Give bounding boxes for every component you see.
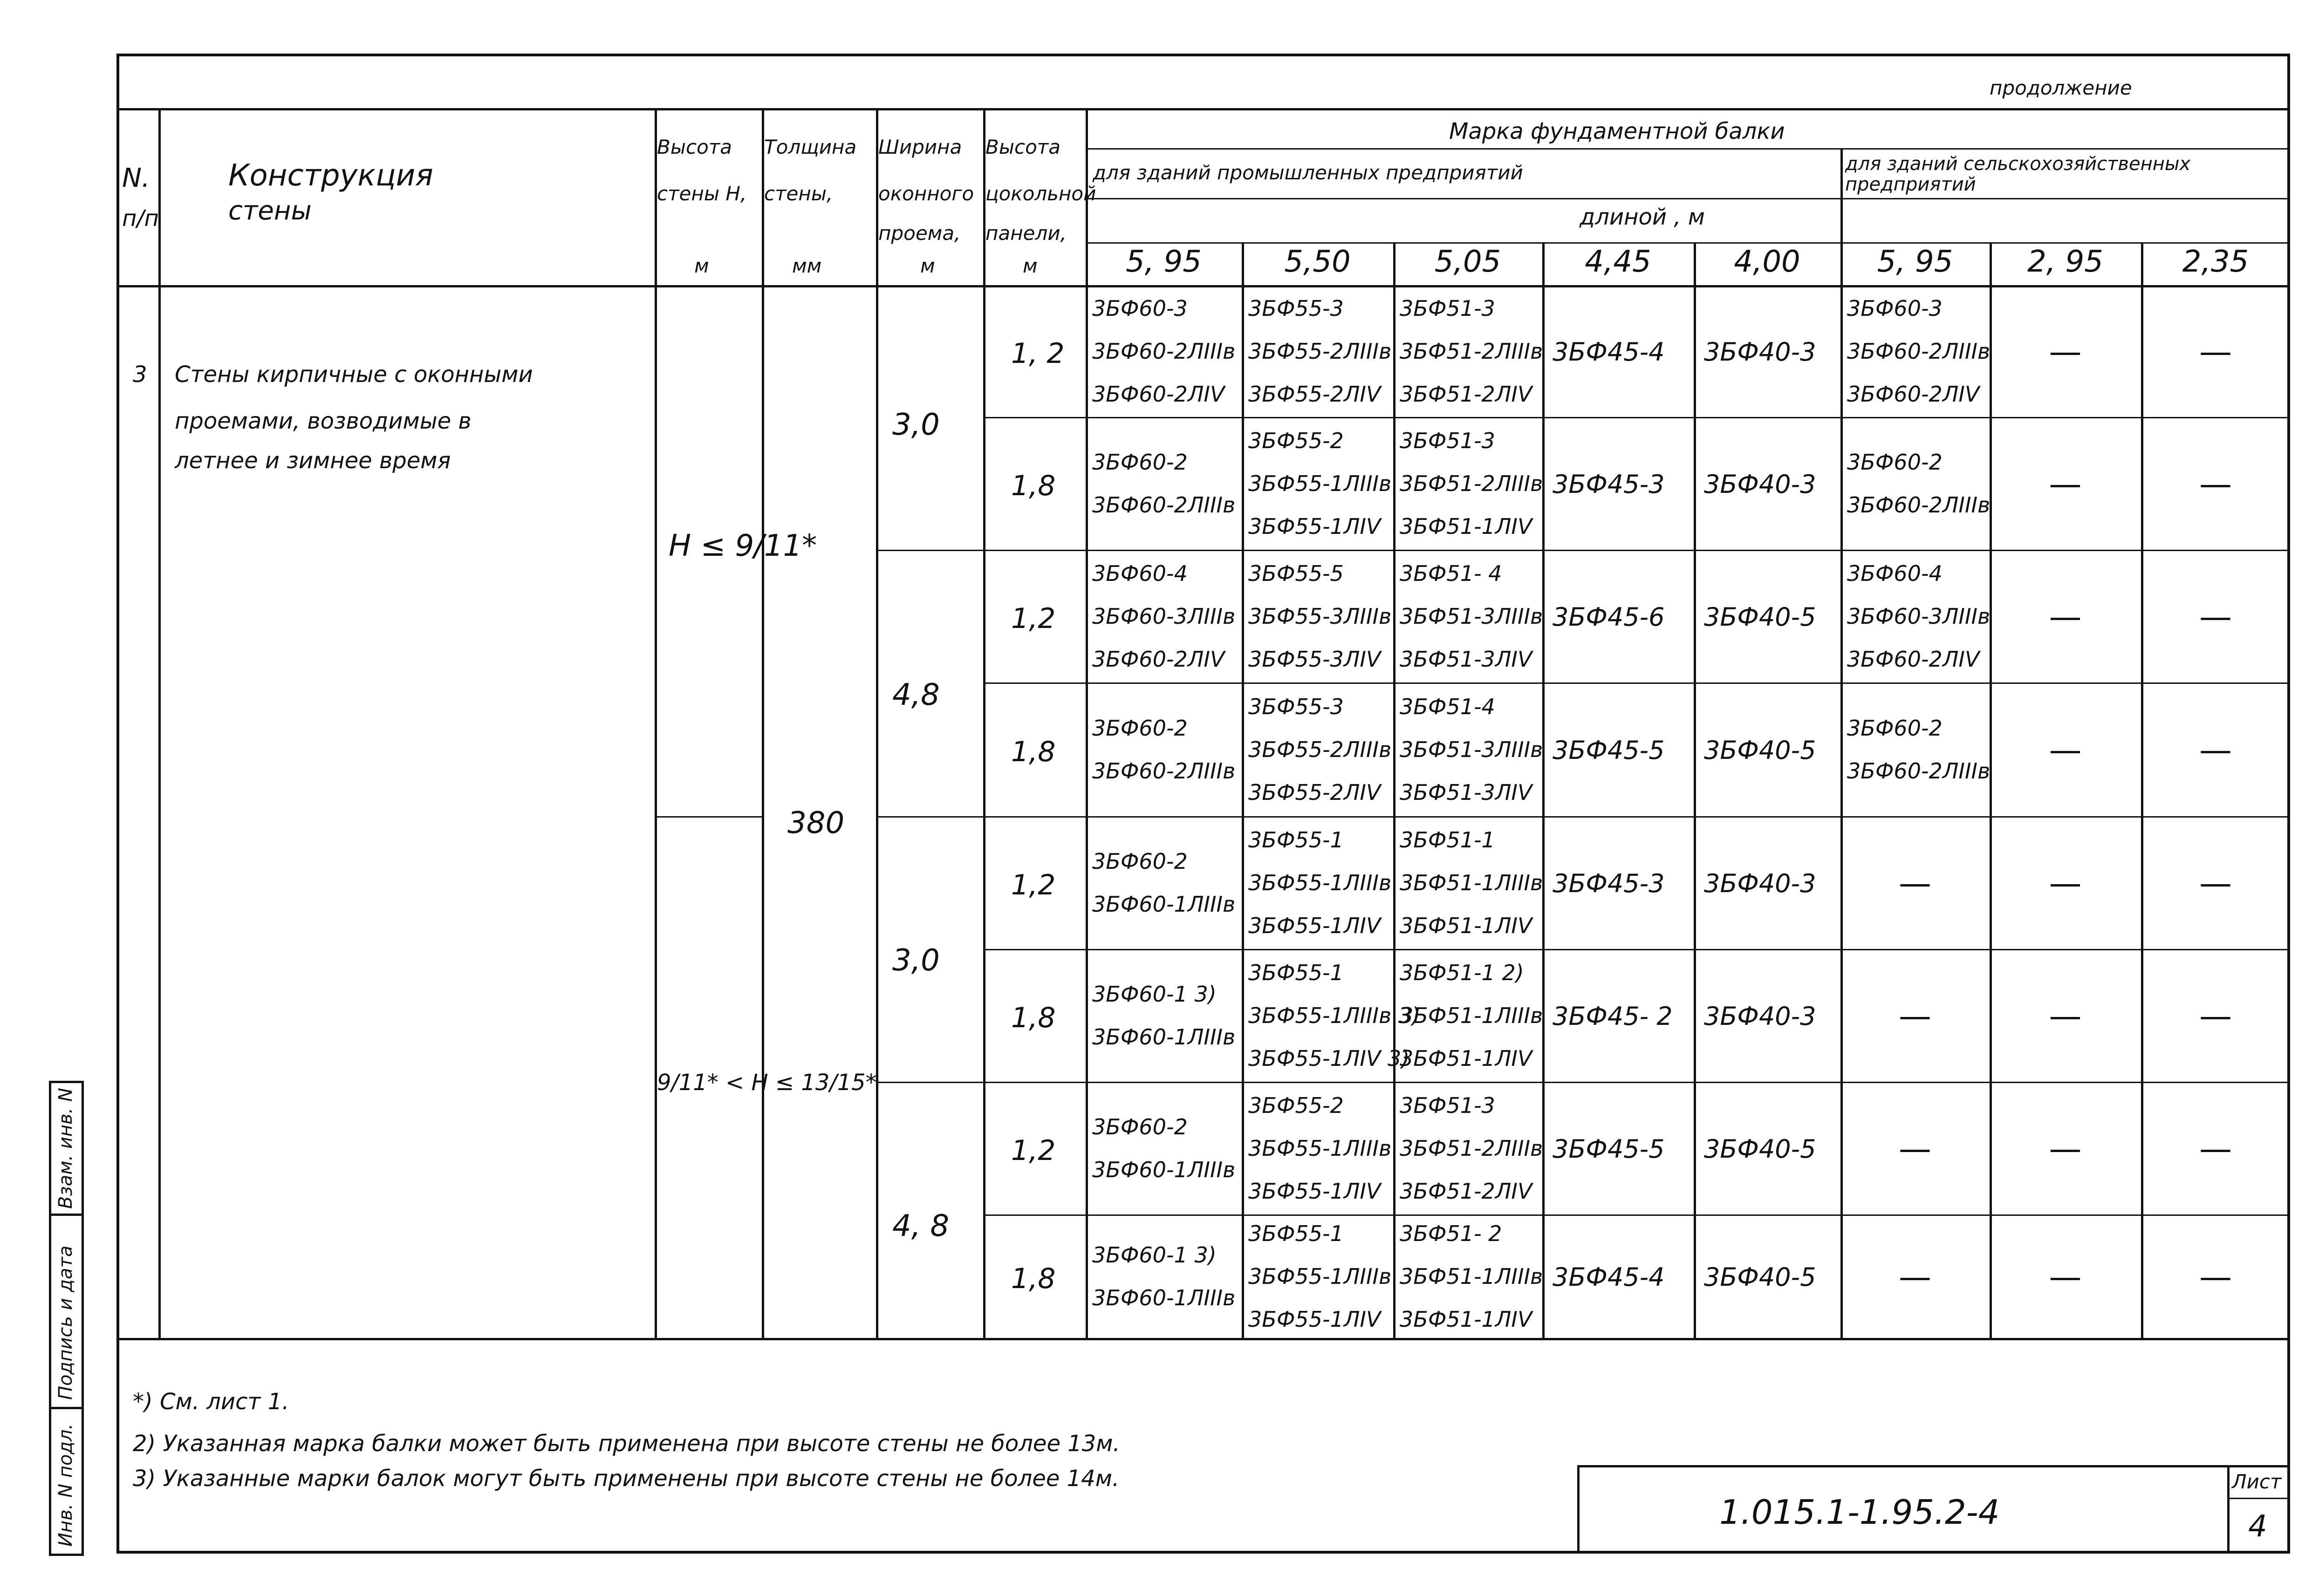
mark-line: 3БФ55-1ЛIV	[1248, 1178, 1381, 1204]
mark-line: 3БФ60-2ЛIV	[1847, 646, 1980, 672]
mark-line: 3БФ60-3	[1847, 295, 1943, 321]
mark-line: 3БФ51-1ЛIIIв	[1400, 1263, 1543, 1289]
mark-single-c445: 3БФ45-5	[1553, 1134, 1665, 1164]
empty-dash: —	[2199, 864, 2232, 902]
empty-dash: —	[2049, 597, 2082, 636]
length-295: 2, 95	[2027, 245, 2103, 279]
mark-line: 3БФ60-1 3)	[1092, 981, 1217, 1007]
mark-cell-c595	[1086, 287, 1242, 416]
industrial-title: для зданий промышленных предприятий	[1093, 161, 1523, 184]
col-sep-12	[1990, 242, 1992, 1338]
mark-line: 3БФ55-2ЛIV	[1248, 779, 1381, 805]
mark-line: 3БФ55-1	[1248, 960, 1344, 985]
mark-line: 3БФ51-3ЛIIIв	[1400, 737, 1543, 762]
mark-line: 3БФ55-3	[1248, 694, 1344, 719]
header-thickness-2: стены,	[764, 182, 833, 205]
empty-dash: —	[2199, 332, 2232, 371]
mark-cell-c550	[1242, 552, 1393, 681]
document-code: 1.015.1-1.95.2-4	[1719, 1493, 2000, 1532]
mark-line: 3БФ51-3	[1400, 295, 1495, 321]
mark-cell-a595	[1840, 552, 1990, 681]
empty-dash: —	[1899, 1129, 1931, 1168]
note-2: 2) Указанная марка балки может быть применена при высоте стены не более 13м.	[133, 1431, 1120, 1457]
mark-line: 3БФ55-2	[1248, 428, 1344, 453]
purpose-subline	[1086, 198, 2290, 199]
mark-line: 3БФ51-3ЛIV	[1400, 646, 1532, 672]
col-sep-2	[655, 108, 657, 1338]
mark-line: 3БФ60-2ЛIV	[1092, 646, 1225, 672]
mark-cell-a595	[1840, 287, 1990, 416]
header-num: N.	[122, 163, 150, 193]
mark-line: 3БФ55-1	[1248, 1221, 1344, 1246]
mark-line: 3БФ55-1ЛIIIв 3)	[1248, 1003, 1421, 1028]
mark-cell-c595	[1086, 441, 1242, 526]
mark-cell-c505	[1393, 287, 1542, 416]
mark-cell-c505	[1393, 685, 1542, 814]
empty-dash: —	[2049, 730, 2082, 769]
mark-cell-c595	[1086, 840, 1242, 926]
mark-line: 3БФ60-1ЛIIIв	[1092, 1285, 1236, 1310]
plinth-height: 1, 2	[1011, 337, 1065, 370]
mark-cell-c550	[1242, 818, 1393, 947]
mark-single-c400: 3БФ40-5	[1704, 1262, 1816, 1292]
height-condition-1: H ≤ 9/11*	[669, 529, 817, 563]
length-595: 5, 95	[1126, 245, 1202, 279]
header-width: Ширина	[878, 136, 962, 158]
mark-line: 3БФ51-3ЛIV	[1400, 779, 1532, 805]
window-width-d: 4, 8	[892, 1209, 950, 1243]
row-description-1: Стены кирпичные с оконными	[175, 361, 533, 388]
mark-cell-c595	[1086, 552, 1242, 681]
mark-line: 3БФ55-3ЛIIIв	[1248, 603, 1392, 629]
plinth-split-2	[983, 682, 2290, 684]
mark-line: 3БФ55-3ЛIV	[1248, 646, 1381, 672]
mark-single-c400: 3БФ40-5	[1704, 1134, 1816, 1164]
mark-line: 3БФ60-3	[1092, 295, 1188, 321]
mark-line: 3БФ55-2ЛIIIв	[1248, 338, 1392, 364]
mark-line: 3БФ60-4	[1092, 560, 1188, 586]
mark-cell-c550	[1242, 287, 1393, 416]
plinth-height: 1,2	[1011, 868, 1056, 901]
empty-dash: —	[2049, 1257, 2082, 1296]
mark-line: 3БФ51-3ЛIIIв	[1400, 603, 1543, 629]
mark-line: 3БФ60-2	[1847, 449, 1943, 475]
mark-single-c400: 3БФ40-5	[1704, 735, 1816, 765]
mark-line: 3БФ51-1	[1400, 827, 1495, 853]
plinth-split-1	[983, 417, 2290, 418]
plinth-split-4	[983, 1214, 2290, 1216]
mark-line: 3БФ60-2ЛIIIв	[1092, 492, 1236, 518]
col-sep-1	[158, 108, 161, 1338]
length-235: 2,35	[2182, 245, 2249, 279]
mark-single-c400: 3БФ40-3	[1704, 1001, 1816, 1031]
mark-line: 3БФ55-1ЛIV	[1248, 913, 1381, 938]
header-height: Высота	[657, 136, 732, 158]
empty-dash: —	[2049, 864, 2082, 902]
note-3: 3) Указанные марки балок могут быть применены при высоте стены не более 14м.	[133, 1466, 1120, 1492]
plinth-height: 1,2	[1011, 602, 1056, 635]
header-height-unit: м	[694, 254, 709, 277]
mark-line: 3БФ60-2ЛIIIв	[1847, 338, 1991, 364]
width-split-1	[876, 550, 2290, 551]
drawing-frame	[116, 54, 2290, 1554]
header-thickness-unit: мм	[792, 254, 822, 277]
mark-cell-a595	[1840, 707, 1990, 792]
empty-dash: —	[2199, 996, 2232, 1035]
mark-line: 3БФ51-2ЛIIIв	[1400, 471, 1543, 496]
mark-line: 3БФ55-1ЛIV	[1248, 1306, 1381, 1332]
mark-line: 3БФ60-2ЛIIIв	[1847, 758, 1991, 784]
header-plinth-unit: м	[1023, 254, 1038, 277]
mark-cell-c595	[1086, 1234, 1242, 1319]
window-width-b: 4,8	[892, 678, 940, 712]
mark-line: 3БФ51-1 2)	[1400, 960, 1524, 985]
mark-single-c400: 3БФ40-3	[1704, 337, 1816, 367]
mark-line: 3БФ51-1ЛIIIв	[1400, 1003, 1543, 1028]
header-width-2: оконного	[878, 182, 974, 205]
sheet-box-line	[2227, 1498, 2290, 1499]
col-sep-3	[762, 108, 764, 1338]
mark-line: 3БФ51-2ЛIIIв	[1400, 338, 1543, 364]
mark-line: 3БФ51-1ЛIV	[1400, 513, 1532, 539]
empty-dash: —	[1899, 1257, 1931, 1296]
empty-dash: —	[2199, 1129, 2232, 1168]
plinth-height: 1,8	[1011, 1001, 1056, 1034]
mark-cell-c595	[1086, 1105, 1242, 1191]
plinth-height: 1,8	[1011, 469, 1056, 502]
plinth-height: 1,8	[1011, 735, 1056, 768]
header-thickness: Толщина	[764, 136, 857, 158]
mark-line: 3БФ60-1 3)	[1092, 1242, 1217, 1268]
mark-line: 3БФ55-1ЛIIIв	[1248, 1135, 1392, 1161]
mark-line: 3БФ51-1ЛIV	[1400, 1306, 1532, 1332]
mark-line: 3БФ55-5	[1248, 560, 1344, 586]
mark-line: 3БФ55-2ЛIV	[1248, 381, 1381, 407]
empty-dash: —	[2049, 1129, 2082, 1168]
mark-line: 3БФ60-2	[1092, 449, 1188, 475]
mark-line: 3БФ51- 4	[1400, 560, 1502, 586]
mark-cell-c505	[1393, 419, 1542, 548]
mark-line: 3БФ51-2ЛIIIв	[1400, 1135, 1543, 1161]
mark-line: 3БФ51-2ЛIV	[1400, 381, 1532, 407]
mark-line: 3БФ60-2	[1092, 715, 1188, 741]
mark-line: 3БФ55-1ЛIIIв	[1248, 471, 1392, 496]
header-construction-2: стены	[228, 196, 312, 226]
mark-single-c400: 3БФ40-3	[1704, 469, 1816, 499]
stamp-text-signature: Подпись и дата	[55, 1245, 76, 1400]
col-sep-4	[876, 108, 878, 1338]
height-condition-2: 9/11* < H ≤ 13/15*	[657, 1070, 877, 1096]
mark-single-c400: 3БФ40-5	[1704, 602, 1816, 632]
header-plinth-3: панели,	[985, 222, 1067, 245]
header-width-unit: м	[920, 254, 935, 277]
col-sep-10	[1694, 242, 1696, 1338]
sheet-label: Лист	[2232, 1470, 2282, 1493]
mark-line: 3БФ60-1ЛIIIв	[1092, 1157, 1236, 1182]
mark-cell-c505	[1393, 951, 1542, 1080]
mark-cell-c550	[1242, 1084, 1393, 1213]
mark-single-c445: 3БФ45-3	[1553, 469, 1665, 499]
length-400: 4,00	[1734, 245, 1800, 279]
mark-line: 3БФ51-4	[1400, 694, 1495, 719]
header-height-2: стены H,	[657, 182, 747, 205]
mark-single-c400: 3БФ40-3	[1704, 868, 1816, 898]
empty-dash: —	[2049, 996, 2082, 1035]
mark-line: 3БФ51-1ЛIIIв	[1400, 870, 1543, 895]
stamp-text-replaced: Взам. инв. N	[55, 1088, 76, 1209]
mark-line: 3БФ60-2	[1847, 715, 1943, 741]
header-width-3: проема,	[878, 222, 961, 245]
mark-line: 3БФ60-2	[1092, 848, 1188, 874]
mark-line: 3БФ60-3ЛIIIв	[1847, 603, 1991, 629]
empty-dash: —	[2049, 332, 2082, 371]
mark-cell-c550	[1242, 1212, 1393, 1341]
mark-line: 3БФ60-1ЛIIIв	[1092, 891, 1236, 917]
row-description-2: проемами, возводимые в	[175, 408, 472, 434]
length-595-agri: 5, 95	[1877, 245, 1953, 279]
mark-line: 3БФ55-1ЛIIIв	[1248, 870, 1392, 895]
window-width-a: 3,0	[892, 408, 940, 442]
mark-line: 3БФ60-2ЛIIIв	[1092, 758, 1236, 784]
mark-line: 3БФ51-3	[1400, 428, 1495, 453]
empty-dash: —	[2199, 1257, 2232, 1296]
length-445: 4,45	[1585, 245, 1651, 279]
row-number: 3	[133, 361, 147, 388]
header-plinth-2: цокольной	[985, 182, 1096, 205]
mark-single-c445: 3БФ45-5	[1553, 735, 1665, 765]
header-plinth: Высота	[985, 136, 1060, 158]
mark-cell-c505	[1393, 818, 1542, 947]
mark-cell-c550	[1242, 419, 1393, 548]
mark-line: 3БФ55-1ЛIIIв	[1248, 1263, 1392, 1289]
mark-single-c445: 3БФ45-4	[1553, 1262, 1665, 1292]
mark-cell-c505	[1393, 552, 1542, 681]
agricultural-title: для зданий сельскохозяйственных предприятий	[1845, 153, 2191, 195]
mark-single-c445: 3БФ45- 2	[1553, 1001, 1673, 1031]
empty-dash: —	[2049, 464, 2082, 503]
mark-line: 3БФ55-2ЛIIIв	[1248, 737, 1392, 762]
mark-line: 3БФ51-1ЛIV	[1400, 913, 1532, 938]
note-1: *) См. лист 1.	[133, 1389, 289, 1415]
mark-line: 3БФ55-3	[1248, 295, 1344, 321]
empty-dash: —	[1899, 996, 1931, 1035]
table-bottom-line	[116, 1338, 2290, 1340]
mark-single-c445: 3БФ45-3	[1553, 868, 1665, 898]
empty-dash: —	[2199, 597, 2232, 636]
length-subline	[1086, 242, 2290, 244]
width-split-3	[876, 1082, 2290, 1083]
col-sep-13	[2141, 242, 2143, 1338]
header-construction: Конструкция	[228, 158, 433, 193]
header-top-line	[116, 108, 2290, 110]
mark-cell-c595	[1086, 973, 1242, 1058]
length-505: 5,05	[1434, 245, 1501, 279]
col-sep-5	[983, 108, 985, 1338]
window-width-c: 3,0	[892, 943, 940, 978]
col-sep-9	[1542, 242, 1545, 1338]
length-title: длиной , м	[1580, 204, 1705, 230]
mark-line: 3БФ51- 2	[1400, 1221, 1502, 1246]
mark-line: 3БФ55-1ЛIV	[1248, 513, 1381, 539]
wall-thickness: 380	[787, 806, 845, 840]
mark-line: 3БФ60-2ЛIIIв	[1092, 338, 1236, 364]
width-split-2	[876, 816, 2290, 818]
mark-cell-c595	[1086, 707, 1242, 792]
mark-cell-c505	[1393, 1212, 1542, 1341]
mark-line: 3БФ60-2ЛIV	[1847, 381, 1980, 407]
mark-line: 3БФ60-1ЛIIIв	[1092, 1024, 1236, 1050]
mark-line: 3БФ55-1ЛIV 3)	[1248, 1045, 1410, 1071]
mark-line: 3БФ60-2	[1092, 1114, 1188, 1139]
mark-cell-a595	[1840, 441, 1990, 526]
mark-title: Марка фундаментной балки	[1449, 118, 1785, 144]
mark-cell-c550	[1242, 685, 1393, 814]
empty-dash: —	[2199, 730, 2232, 769]
mark-line: 3БФ60-2ЛIIIв	[1847, 492, 1991, 518]
row-description-3: летнее и зимнее время	[175, 448, 451, 474]
plinth-height: 1,2	[1011, 1134, 1056, 1167]
mark-line: 3БФ55-2	[1248, 1092, 1344, 1118]
mark-line: 3БФ60-3ЛIIIв	[1092, 603, 1236, 629]
continuation-label: продолжение	[1990, 76, 2132, 99]
sheet-number: 4	[2248, 1509, 2267, 1544]
mark-line: 3БФ51-3	[1400, 1092, 1495, 1118]
empty-dash: —	[2199, 464, 2232, 503]
empty-dash: —	[1899, 864, 1931, 902]
header-num-2: п/п	[122, 205, 159, 232]
stamp-text-inv: Инв. N подл.	[55, 1423, 76, 1547]
mark-subline	[1086, 148, 2290, 150]
height-split-line	[655, 816, 762, 818]
mark-line: 3БФ60-2ЛIV	[1092, 381, 1225, 407]
mark-single-c445: 3БФ45-4	[1553, 337, 1665, 367]
mark-single-c445: 3БФ45-6	[1553, 602, 1665, 632]
mark-line: 3БФ60-4	[1847, 560, 1943, 586]
length-550: 5,50	[1284, 245, 1351, 279]
plinth-height: 1,8	[1011, 1262, 1056, 1295]
mark-cell-c505	[1393, 1084, 1542, 1213]
plinth-split-3	[983, 949, 2290, 950]
mark-line: 3БФ51-1ЛIV	[1400, 1045, 1532, 1071]
mark-line: 3БФ55-1	[1248, 827, 1344, 853]
mark-cell-c550	[1242, 951, 1421, 1080]
mark-line: 3БФ51-2ЛIV	[1400, 1178, 1532, 1204]
